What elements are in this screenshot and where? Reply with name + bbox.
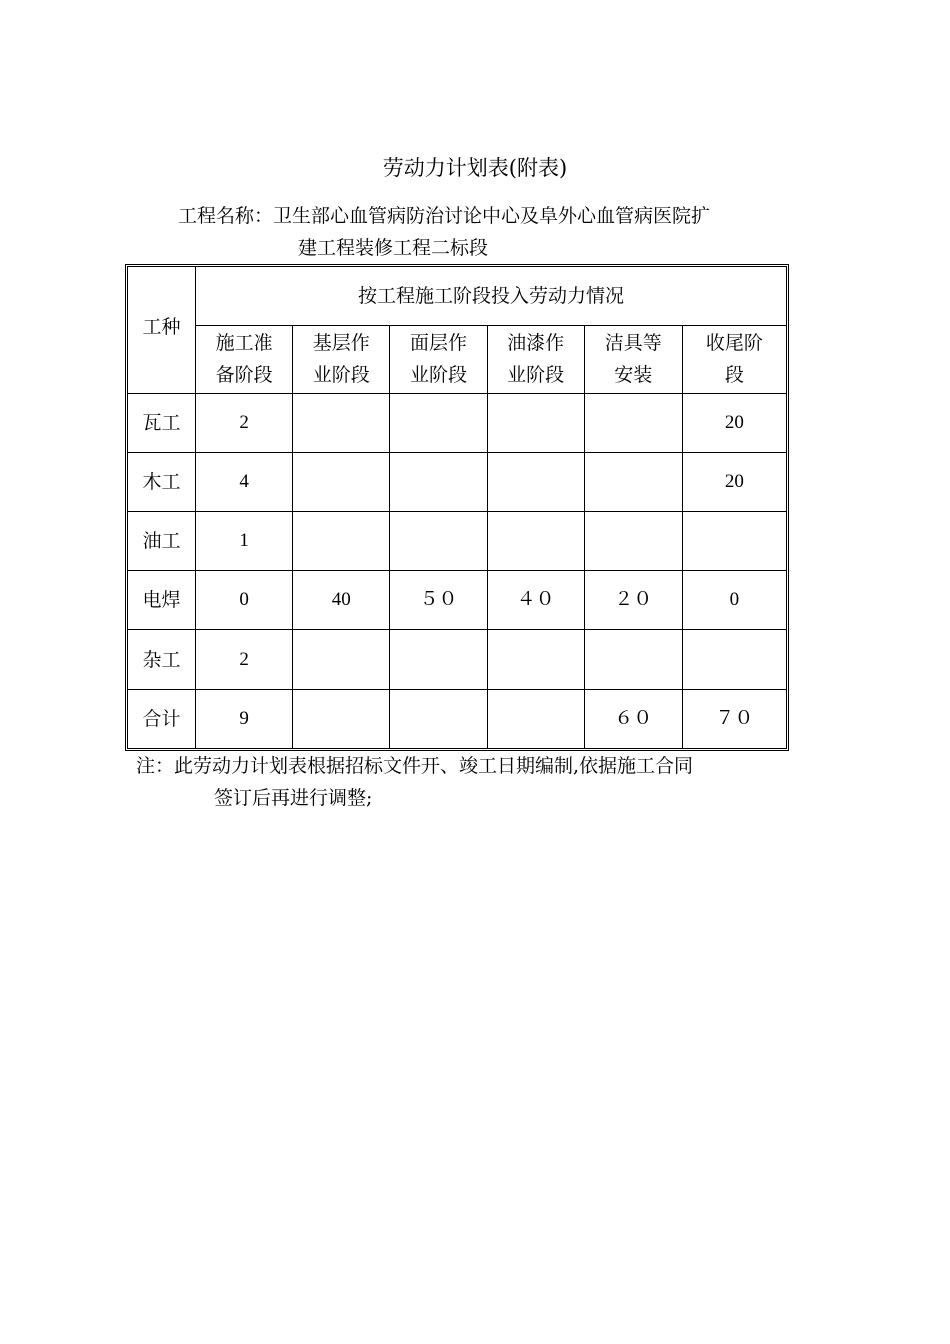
table-cell: 9 [196, 689, 293, 748]
table-cell: 40 [293, 571, 390, 630]
table-cell: ７０ [682, 689, 786, 748]
table-cell: 0 [196, 571, 293, 630]
table-row [128, 452, 787, 511]
table-cell [487, 511, 584, 570]
project-name-part-1: 卫生部心血管病防治讨论中心及阜外心血管病医院扩 [273, 205, 711, 227]
stage-header: 施工准 备阶段 [196, 326, 293, 393]
table-cell [390, 630, 487, 689]
table-header-row [128, 267, 787, 326]
table-cell [584, 630, 682, 689]
page-title: 劳动力计划表(附表) [382, 156, 568, 180]
table-cell: 20 [682, 452, 786, 511]
table-cell [390, 689, 487, 748]
table-cell [584, 393, 682, 452]
stage-header: 洁具等 安装 [584, 326, 682, 393]
table-cell [487, 393, 584, 452]
table-cell: 2 [196, 393, 293, 452]
table-cell: 4 [196, 452, 293, 511]
stage-header: 油漆作 业阶段 [487, 326, 584, 393]
stage-header-row [128, 326, 787, 393]
table-row [128, 393, 787, 452]
labor-plan-table-frame [125, 264, 789, 751]
stage-header: 基层作 业阶段 [293, 326, 390, 393]
stage-header: 面层作 业阶段 [390, 326, 487, 393]
table-row [128, 630, 787, 689]
table-cell: ５０ [390, 571, 487, 630]
table-cell [682, 511, 786, 570]
table-row-total [128, 689, 787, 748]
table-cell [293, 452, 390, 511]
table-cell: 20 [682, 393, 786, 452]
table-cell: ２０ [584, 571, 682, 630]
row-kind: 油工 [128, 511, 196, 570]
footnote-line-1: 注：此劳动力计划表根据招标文件开、竣工日期编制,依据施工合同 [136, 755, 694, 777]
table-cell [293, 689, 390, 748]
project-label: 工程名称： [178, 205, 274, 227]
table-cell [390, 511, 487, 570]
table-cell [487, 630, 584, 689]
project-info [178, 200, 818, 264]
table-cell [390, 393, 487, 452]
table-cell [487, 452, 584, 511]
row-kind: 杂工 [128, 630, 196, 689]
footnote-line-2: 签订后再进行调整; [214, 787, 373, 809]
row-kind: 合计 [128, 689, 196, 748]
table-cell [293, 630, 390, 689]
table-cell [293, 393, 390, 452]
table-cell: 0 [682, 571, 786, 630]
table-row [128, 571, 787, 630]
table-cell [682, 630, 786, 689]
stage-header: 收尾阶 段 [682, 326, 786, 393]
row-kind: 木工 [128, 452, 196, 511]
table-cell: 2 [196, 630, 293, 689]
footnote [136, 750, 826, 814]
table-cell [584, 452, 682, 511]
table-cell [293, 511, 390, 570]
table-cell [584, 511, 682, 570]
row-kind: 瓦工 [128, 393, 196, 452]
table-cell [390, 452, 487, 511]
table-cell: ６０ [584, 689, 682, 748]
stage-group-header: 按工程施工阶段投入劳动力情况 [196, 267, 787, 326]
kind-header: 工种 [128, 267, 196, 394]
labor-plan-table [127, 266, 787, 749]
project-name-line-1 [178, 200, 818, 232]
row-kind: 电焊 [128, 571, 196, 630]
table-cell: 1 [196, 511, 293, 570]
table-cell [487, 689, 584, 748]
project-name-line-2: 建工程装修工程二标段 [298, 237, 489, 259]
table-row [128, 511, 787, 570]
table-cell: ４０ [487, 571, 584, 630]
